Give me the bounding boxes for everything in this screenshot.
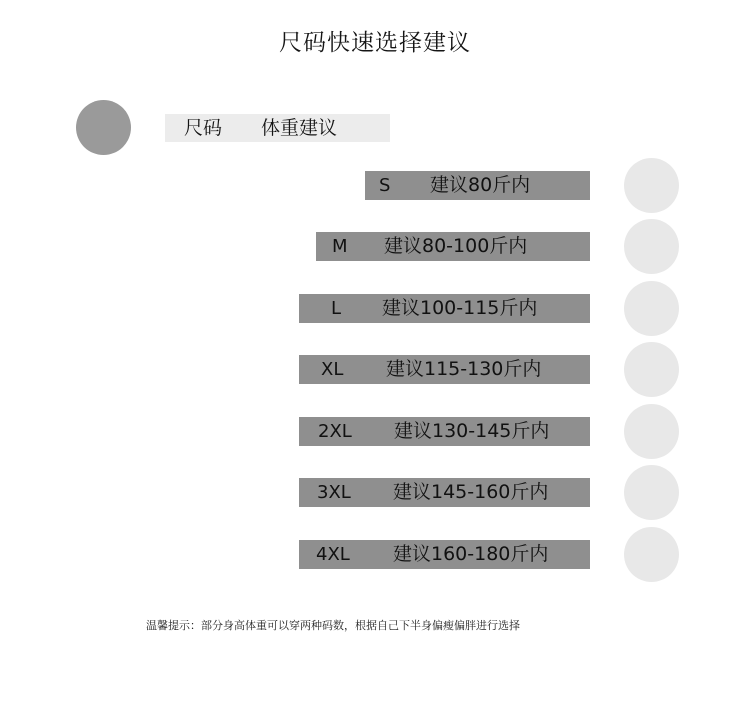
size-bar: [299, 355, 590, 384]
size-column-header: 尺码: [184, 117, 223, 139]
size-row: [0, 403, 750, 459]
size-label: XL: [321, 359, 344, 380]
decorative-circle: [624, 527, 679, 582]
weight-recommendation: 建议145-160斤内: [393, 481, 549, 503]
size-label: 2XL: [318, 421, 352, 442]
size-bar: [299, 540, 590, 569]
weight-recommendation: 建议100-115斤内: [382, 297, 538, 319]
size-row: [0, 218, 750, 274]
page-title: 尺码快速选择建议: [279, 30, 471, 56]
size-label: 3XL: [317, 482, 351, 503]
decorative-circle: [624, 465, 679, 520]
decorative-circle: [624, 404, 679, 459]
size-row: [0, 157, 750, 213]
size-row: [0, 341, 750, 397]
decorative-circle: [624, 342, 679, 397]
weight-recommendation: 建议115-130斤内: [386, 358, 542, 380]
size-row: [0, 464, 750, 520]
size-bar: [299, 294, 590, 323]
size-label: S: [379, 175, 391, 196]
weight-column-header: 体重建议: [261, 117, 338, 139]
size-label: 4XL: [316, 544, 350, 565]
size-label: L: [331, 298, 342, 319]
weight-recommendation: 建议80-100斤内: [384, 235, 528, 257]
sizing-tip: 温馨提示：部分身高体重可以穿两种码数，根据自己下半身偏瘦偏胖进行选择: [146, 619, 520, 632]
size-row: [0, 526, 750, 582]
size-bar: [365, 171, 590, 200]
size-bar: [299, 417, 590, 446]
size-bar: [299, 478, 590, 507]
decorative-circle: [624, 158, 679, 213]
size-row: [0, 280, 750, 336]
weight-recommendation: 建议130-145斤内: [394, 420, 550, 442]
size-label: M: [332, 236, 348, 257]
weight-recommendation: 建议160-180斤内: [393, 543, 549, 565]
size-bar: [316, 232, 590, 261]
decorative-circle: [624, 281, 679, 336]
decorative-circle: [624, 219, 679, 274]
weight-recommendation: 建议80斤内: [430, 174, 531, 196]
